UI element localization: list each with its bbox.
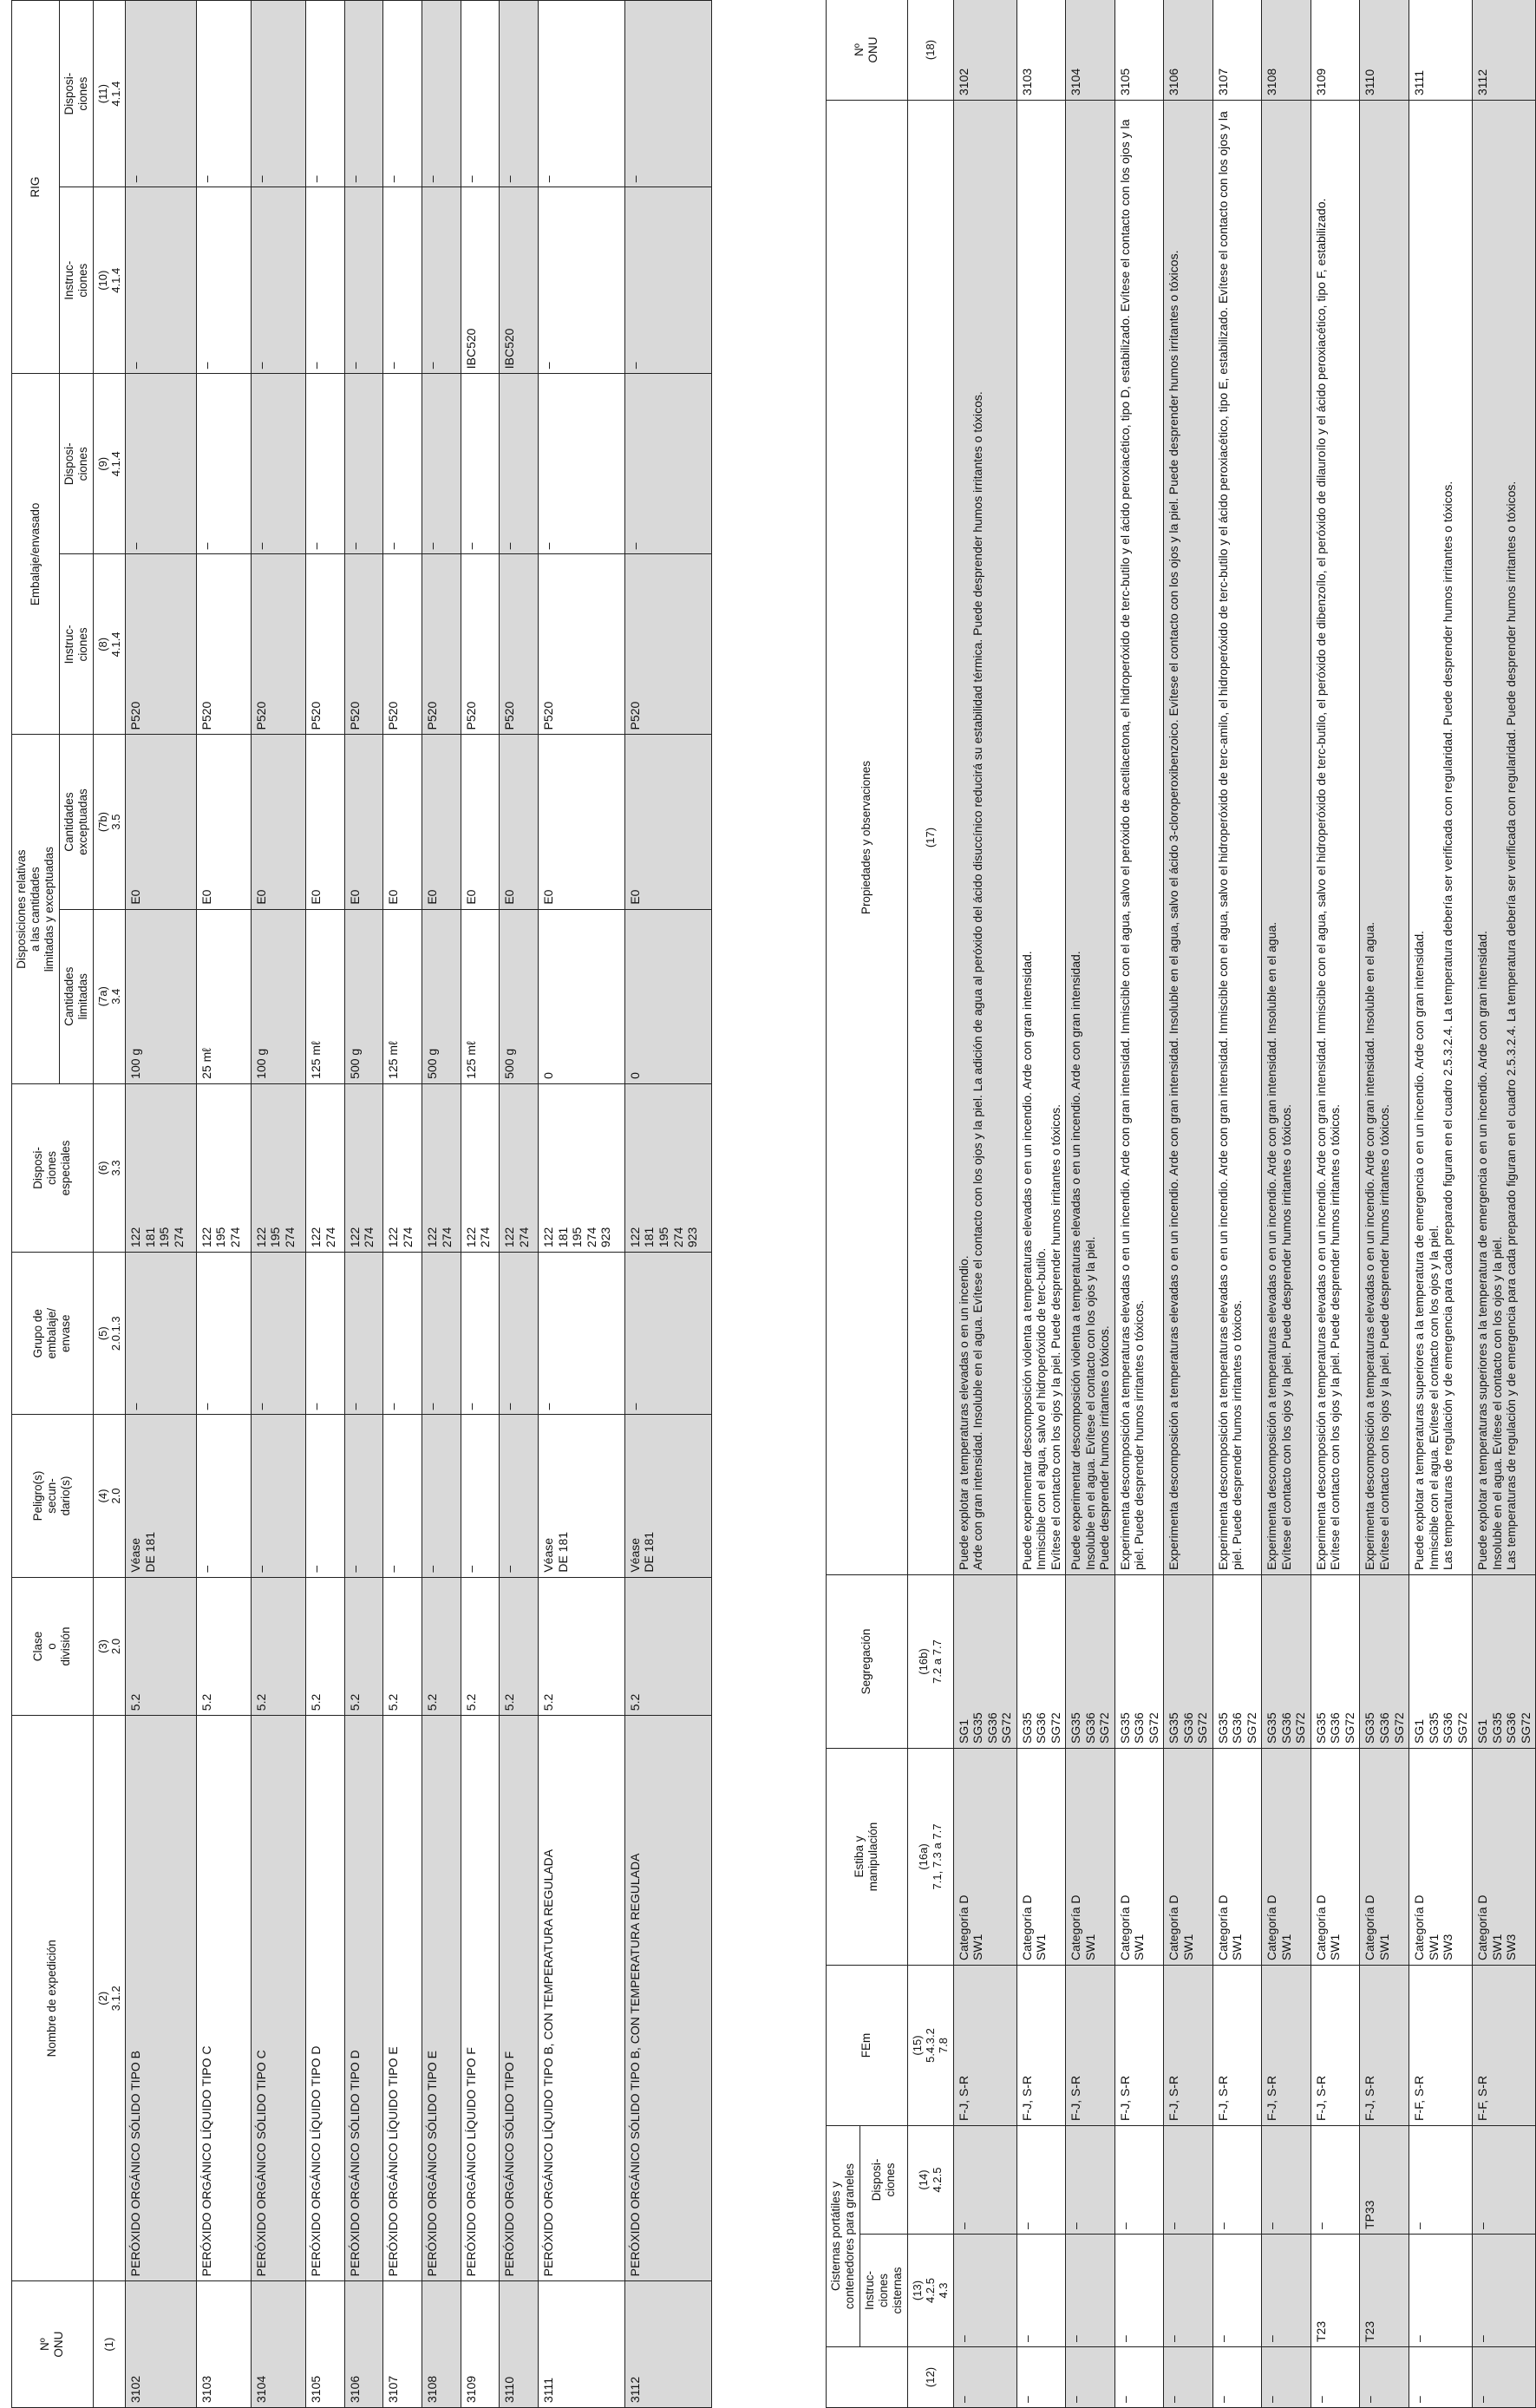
stowage-handling: Categoría D SW1 — [1262, 1749, 1311, 1966]
ems-code: F-F, S-R — [1409, 1966, 1473, 2126]
segregation: SG35 SG36 SG72 — [1262, 1575, 1311, 1749]
tank-provision: – — [1409, 2126, 1473, 2235]
column-number-left: (11) 4.1.4 — [93, 1, 126, 187]
packing-instruction: P520 — [251, 554, 305, 735]
class-division: 5.2 — [500, 1577, 539, 1716]
un-number: 3103 — [196, 2281, 251, 2408]
class-division: 5.2 — [344, 1577, 383, 1716]
special-provisions: 122 274 — [461, 1083, 500, 1252]
un-number-right: 3111 — [1409, 0, 1473, 101]
header-limited-quantities: Cantidades limitadas — [59, 909, 93, 1083]
stowage-handling: Categoría D SW1 — [1066, 1749, 1115, 1966]
un-number: 3112 — [624, 2281, 711, 2408]
tank-instruction: T23 — [1311, 2235, 1360, 2347]
ibc-provision: – — [344, 1, 383, 187]
segregation: SG35 SG36 SG72 — [1114, 1575, 1164, 1749]
packing-group: – — [251, 1253, 305, 1415]
segregation: SG35 SG36 SG72 — [1360, 1575, 1409, 1749]
table-row — [461, 1, 500, 2408]
header-packaging: Embalaje/envasado — [12, 374, 60, 735]
properties-observations: Experimenta descomposición a temperaturas elevadas o en un incendio. Arde con gran intensidad. Insoluble en el agua, salvo el ácido 3-cloroperoxibenzoico. Evítese el contacto con los ojos y la piel. Puede desprender humos irritantes o tóxicos. — [1164, 101, 1213, 1575]
un-number: 3107 — [383, 2281, 422, 2408]
packing-provision: – — [305, 374, 344, 554]
column-number-right: (16a) 7.1, 7.3 a 7.7 — [907, 1749, 953, 1966]
column-number-left: (4) 2.0 — [93, 1415, 126, 1577]
col12-value: – — [1066, 2347, 1115, 2408]
un-number: 3108 — [422, 2281, 461, 2408]
properties-observations: Experimenta descomposición a temperaturas elevadas o en un incendio. Arde con gran intensidad. Inmiscible con el agua, salvo el peróxido de acetilacetona, el hidroperóxido de terc-butilo y el ácido peroxiacético, tipo D, estabilizado. Evítese el contacto con los ojos y la piel. Puede desprender humos irritantes o tóxicos. — [1114, 101, 1164, 1575]
un-number: 3110 — [500, 2281, 539, 2408]
class-division: 5.2 — [196, 1577, 251, 1716]
ems-code: F-J, S-R — [1262, 1966, 1311, 2126]
packing-instruction: P520 — [461, 554, 500, 735]
special-provisions: 122 181 195 274 — [126, 1083, 197, 1252]
column-number-right: (18) — [907, 0, 953, 101]
column-number-left: (9) 4.1.4 — [93, 374, 126, 554]
tank-instruction: – — [1114, 2235, 1164, 2347]
packing-group: – — [624, 1253, 711, 1415]
ibc-instruction: – — [251, 187, 305, 374]
segregation: SG35 SG36 SG72 — [1212, 1575, 1262, 1749]
un-number-right: 3109 — [1311, 0, 1360, 101]
tank-instruction: – — [1212, 2235, 1262, 2347]
special-provisions: 122 274 — [383, 1083, 422, 1252]
header-ibc-provisions: Disposi- ciones — [59, 1, 93, 187]
un-number: 3102 — [126, 2281, 197, 2408]
column-number-right: (17) — [907, 101, 953, 1575]
tank-provision: – — [953, 2126, 1016, 2235]
table-row — [500, 1, 539, 2408]
ibc-instruction: IBC520 — [500, 187, 539, 374]
excepted-quantity: E0 — [422, 735, 461, 909]
excepted-quantity: E0 — [383, 735, 422, 909]
ems-code: F-J, S-R — [1016, 1966, 1066, 2126]
header-stowage: Estiba y manipulación — [827, 1749, 908, 1966]
tank-provision: – — [1473, 2126, 1536, 2235]
properties-observations: Puede experimentar descomposición violenta a temperaturas elevadas o en un incendio. Arde con gran intensidad. Inmiscible con el agua, salvo el hidroperóxido de terc-butilo. Evítese el contacto con los ojos y la piel. Puede desprender humos irritantes o tóxicos. — [1016, 101, 1066, 1575]
packing-instruction: P520 — [383, 554, 422, 735]
class-division: 5.2 — [422, 1577, 461, 1716]
tank-instruction: T23 — [1360, 2235, 1409, 2347]
table-row — [126, 1, 197, 2408]
column-number-left: (3) 2.0 — [93, 1577, 126, 1716]
tank-provision: – — [1016, 2126, 1066, 2235]
excepted-quantity: E0 — [344, 735, 383, 909]
ibc-instruction: – — [539, 187, 625, 374]
special-provisions: 122 195 274 — [251, 1083, 305, 1252]
ibc-provision: – — [500, 1, 539, 187]
limited-quantity: 500 g — [422, 909, 461, 1083]
packing-group: – — [344, 1253, 383, 1415]
shipping-name: PERÓXIDO ORGÁNICO SÓLIDO TIPO B, CON TEMPERATURA REGULADA — [624, 1716, 711, 2281]
ibc-instruction: – — [305, 187, 344, 374]
ems-code: F-J, S-R — [1066, 1966, 1115, 2126]
ems-code: F-J, S-R — [1164, 1966, 1213, 2126]
packing-instruction: P520 — [500, 554, 539, 735]
table-row — [1360, 0, 1409, 2408]
shipping-name: PERÓXIDO ORGÁNICO LÍQUIDO TIPO B, CON TEMPERATURA REGULADA — [539, 1716, 625, 2281]
un-number: 3104 — [251, 2281, 305, 2408]
excepted-quantity: E0 — [539, 735, 625, 909]
un-number-right: 3106 — [1164, 0, 1213, 101]
ibc-provision: – — [305, 1, 344, 187]
shipping-name: PERÓXIDO ORGÁNICO SÓLIDO TIPO B — [126, 1716, 197, 2281]
subsidiary-hazard: – — [305, 1415, 344, 1577]
properties-observations: Puede experimentar descomposición violenta a temperaturas elevadas o en un incendio. Arde con gran intensidad. Insoluble en el agua. Evítese el contacto con los ojos y la piel. Puede desprender humos irritantes o tóxicos. — [1066, 101, 1115, 1575]
limited-quantity: 125 mℓ — [383, 909, 422, 1083]
table-row — [196, 1, 251, 2408]
header-excepted-quantities: Cantidades exceptuadas — [59, 735, 93, 909]
packing-group: – — [305, 1253, 344, 1415]
packing-provision: – — [251, 374, 305, 554]
limited-quantity: 25 mℓ — [196, 909, 251, 1083]
table-row — [1066, 0, 1115, 2408]
table-row — [1262, 0, 1311, 2408]
stowage-handling: Categoría D SW1 — [1114, 1749, 1164, 1966]
packing-group: – — [539, 1253, 625, 1415]
subsidiary-hazard: – — [196, 1415, 251, 1577]
col12-value: – — [953, 2347, 1016, 2408]
shipping-name: PERÓXIDO ORGÁNICO LÍQUIDO TIPO E — [383, 1716, 422, 2281]
col12-value: – — [1409, 2347, 1473, 2408]
segregation: SG35 SG36 SG72 — [1066, 1575, 1115, 1749]
stowage-handling: Categoría D SW1 — [953, 1749, 1016, 1966]
limited-quantity: 125 mℓ — [305, 909, 344, 1083]
ems-code: F-J, S-R — [1311, 1966, 1360, 2126]
ems-code: F-J, S-R — [1360, 1966, 1409, 2126]
header-segregation: Segregación — [827, 1575, 908, 1749]
packing-group: – — [126, 1253, 197, 1415]
col12-value: – — [1262, 2347, 1311, 2408]
packing-group: – — [422, 1253, 461, 1415]
special-provisions: 122 274 — [500, 1083, 539, 1252]
ibc-provision: – — [126, 1, 197, 187]
stowage-handling: Categoría D SW1 — [1360, 1749, 1409, 1966]
tank-provision: – — [1262, 2126, 1311, 2235]
properties-observations: Experimenta descomposición a temperaturas elevadas o en un incendio. Arde con gran intensidad. Inmiscible con el agua, salvo el hidroperóxido de terc-butilo, el peróxido de dibenzoílo, el peróxido de dilauroílo y el ácido peroxiacético, tipo F, estabilizado. Evítese el contacto con los ojos y la piel. Puede desprender humos irritantes o tóxicos. — [1311, 101, 1360, 1575]
table-row — [1016, 0, 1066, 2408]
tank-provision: – — [1066, 2126, 1115, 2235]
header-class: Clase o división — [12, 1577, 94, 1716]
col12-value: – — [1360, 2347, 1409, 2408]
subsidiary-hazard: – — [422, 1415, 461, 1577]
ibc-provision: – — [196, 1, 251, 187]
header-tank-instructions: Instruc- ciones cisternas — [860, 2235, 907, 2347]
table-row — [953, 0, 1016, 2408]
subsidiary-hazard: – — [383, 1415, 422, 1577]
un-number-right: 3108 — [1262, 0, 1311, 101]
packing-group: – — [500, 1253, 539, 1415]
packing-provision: – — [461, 374, 500, 554]
packing-instruction: P520 — [196, 554, 251, 735]
header-ibc-instructions: Instruc- ciones — [59, 187, 93, 374]
header-ems: FEm — [827, 1966, 908, 2126]
tank-provision: – — [1212, 2126, 1262, 2235]
segregation: SG35 SG36 SG72 — [1016, 1575, 1066, 1749]
header-limited-excepted: Disposiciones relativas a las cantidades limitadas y exceptuadas — [12, 735, 60, 1083]
segregation: SG1 SG35 SG36 SG72 — [953, 1575, 1016, 1749]
special-provisions: 122 274 — [305, 1083, 344, 1252]
column-number-right: (14) 4.2.5 — [907, 2126, 953, 2235]
packing-instruction: P520 — [344, 554, 383, 735]
ibc-instruction: – — [126, 187, 197, 374]
table-row — [1409, 0, 1473, 2408]
dangerous-goods-table-right — [826, 0, 1536, 2408]
limited-quantity: 500 g — [344, 909, 383, 1083]
excepted-quantity: E0 — [126, 735, 197, 909]
ibc-provision: – — [624, 1, 711, 187]
ibc-provision: – — [422, 1, 461, 187]
packing-provision: – — [126, 374, 197, 554]
ems-code: F-F, S-R — [1473, 1966, 1536, 2126]
tank-instruction: – — [1262, 2235, 1311, 2347]
packing-provision: – — [624, 374, 711, 554]
col12-value: – — [1114, 2347, 1164, 2408]
dangerous-goods-list-right-page — [826, 0, 1533, 2408]
special-provisions: 122 274 — [344, 1083, 383, 1252]
table-row — [1114, 0, 1164, 2408]
special-provisions: 122 181 195 274 923 — [539, 1083, 625, 1252]
un-number-right: 3112 — [1473, 0, 1536, 101]
segregation: SG1 SG35 SG36 SG72 — [1473, 1575, 1536, 1749]
column-number-left: (5) 2.0.1.3 — [93, 1253, 126, 1415]
ems-code: F-J, S-R — [953, 1966, 1016, 2126]
subsidiary-hazard: – — [500, 1415, 539, 1577]
stowage-handling: Categoría D SW1 — [1311, 1749, 1360, 1966]
ibc-provision: – — [383, 1, 422, 187]
table-row — [422, 1, 461, 2408]
packing-instruction: P520 — [305, 554, 344, 735]
segregation: SG1 SG35 SG36 SG72 — [1409, 1575, 1473, 1749]
stowage-handling: Categoría D SW1 — [1164, 1749, 1213, 1966]
header-subsidiary-hazard: Peligro(s) secun- dario(s) — [12, 1415, 94, 1577]
table-row — [539, 1, 625, 2408]
class-division: 5.2 — [461, 1577, 500, 1716]
table-row — [624, 1, 711, 2408]
table-row — [383, 1, 422, 2408]
tank-instruction: – — [1016, 2235, 1066, 2347]
excepted-quantity: E0 — [624, 735, 711, 909]
column-number-right: (13) 4.2.5 4.3 — [907, 2235, 953, 2347]
tank-provision: – — [1164, 2126, 1213, 2235]
column-number-right: (15) 5.4.3.2 7.8 — [907, 1966, 953, 2126]
table-row — [1473, 0, 1536, 2408]
un-number: 3106 — [344, 2281, 383, 2408]
col12-value: – — [1164, 2347, 1213, 2408]
packing-provision: – — [500, 374, 539, 554]
un-number-right: 3110 — [1360, 0, 1409, 101]
special-provisions: 122 195 274 — [196, 1083, 251, 1252]
shipping-name: PERÓXIDO ORGÁNICO SÓLIDO TIPO D — [344, 1716, 383, 2281]
shipping-name: PERÓXIDO ORGÁNICO LÍQUIDO TIPO D — [305, 1716, 344, 2281]
shipping-name: PERÓXIDO ORGÁNICO SÓLIDO TIPO C — [251, 1716, 305, 2281]
special-provisions: 122 274 — [422, 1083, 461, 1252]
ems-code: F-J, S-R — [1212, 1966, 1262, 2126]
properties-observations: Puede explotar a temperaturas superiores a la temperatura de emergencia o en un incendio. Arde con gran intensidad. Inmiscible con el agua. Evítese el contacto con los ojos y la piel. Las temperaturas de regulación y de emergencia para cada preparado figuran en el cuadro 2.5.3.2.4. La temperatura debería ser verificada con regularidad. Puede desprender humos irritantes o tóxicos. — [1409, 101, 1473, 1575]
header-un-number: Nº ONU — [12, 2281, 94, 2408]
column-number-left: (10) 4.1.4 — [93, 187, 126, 374]
header-col12 — [827, 2347, 908, 2408]
header-packing-group: Grupo de embalaje/ envase — [12, 1253, 94, 1415]
limited-quantity: 0 — [624, 909, 711, 1083]
packing-provision: – — [422, 374, 461, 554]
header-packing-instructions: Instruc- ciones — [59, 554, 93, 735]
class-division: 5.2 — [539, 1577, 625, 1716]
properties-observations: Puede explotar a temperaturas superiores a la temperatura de emergencia o en un incendio. Arde con gran intensidad. Insoluble en el agua. Evítese el contacto con los ojos y la piel. Las temperaturas de regulación y de emergencia para cada preparado figuran en el cuadro 2.5.3.2.4. La temperatura debería ser verificada con regularidad. Puede desprender humos irritantes o tóxicos. — [1473, 101, 1536, 1575]
limited-quantity: 125 mℓ — [461, 909, 500, 1083]
properties-observations: Experimenta descomposición a temperaturas elevadas o en un incendio. Arde con gran intensidad. Insoluble en el agua. Evítese el contacto con los ojos y la piel. Puede desprender humos irritantes o tóxicos. — [1262, 101, 1311, 1575]
packing-instruction: P520 — [624, 554, 711, 735]
tank-instruction: – — [1066, 2235, 1115, 2347]
packing-instruction: P520 — [539, 554, 625, 735]
shipping-name: PERÓXIDO ORGÁNICO LÍQUIDO TIPO F — [461, 1716, 500, 2281]
column-number-right: (16b) 7.2 a 7.7 — [907, 1575, 953, 1749]
class-division: 5.2 — [624, 1577, 711, 1716]
tank-provision: TP33 — [1360, 2126, 1409, 2235]
class-division: 5.2 — [305, 1577, 344, 1716]
class-division: 5.2 — [126, 1577, 197, 1716]
table-row — [1164, 0, 1213, 2408]
excepted-quantity: E0 — [500, 735, 539, 909]
packing-provision: – — [344, 374, 383, 554]
col12-value: – — [1212, 2347, 1262, 2408]
special-provisions: 122 181 195 274 923 — [624, 1083, 711, 1252]
excepted-quantity: E0 — [461, 735, 500, 909]
properties-observations: Puede explotar a temperaturas elevadas o en un incendio. Arde con gran intensidad. Insoluble en el agua. Evítese el contacto con los ojos y la piel. La adición de agua al peróxido del ácido disuccínico reducirá su estabilidad térmica. Puede desprender humos irritantes o tóxicos. — [953, 101, 1016, 1575]
col12-value: – — [1016, 2347, 1066, 2408]
un-number-right: 3102 — [953, 0, 1016, 101]
header-tank-provisions: Disposi- ciones — [860, 2126, 907, 2235]
col12-value: – — [1473, 2347, 1536, 2408]
packing-instruction: P520 — [126, 554, 197, 735]
stowage-handling: Categoría D SW1 — [1016, 1749, 1066, 1966]
ibc-instruction: – — [422, 187, 461, 374]
shipping-name: PERÓXIDO ORGÁNICO LÍQUIDO TIPO C — [196, 1716, 251, 2281]
tank-provision: – — [1114, 2126, 1164, 2235]
tank-provision: – — [1311, 2126, 1360, 2235]
packing-group: – — [461, 1253, 500, 1415]
segregation: SG35 SG36 SG72 — [1311, 1575, 1360, 1749]
tank-instruction: – — [1164, 2235, 1213, 2347]
packing-group: – — [383, 1253, 422, 1415]
subsidiary-hazard: – — [251, 1415, 305, 1577]
header-packing-provisions: Disposi- ciones — [59, 374, 93, 554]
limited-quantity: 0 — [539, 909, 625, 1083]
subsidiary-hazard: Véase DE 181 — [539, 1415, 625, 1577]
packing-instruction: P520 — [422, 554, 461, 735]
column-number-left: (8) 4.1.4 — [93, 554, 126, 735]
table-row — [344, 1, 383, 2408]
ems-code: F-J, S-R — [1114, 1966, 1164, 2126]
un-number: 3109 — [461, 2281, 500, 2408]
stowage-handling: Categoría D SW1 — [1212, 1749, 1262, 1966]
ibc-provision: – — [461, 1, 500, 187]
ibc-instruction: – — [383, 187, 422, 374]
un-number-right: 3103 — [1016, 0, 1066, 101]
table-row — [1212, 0, 1262, 2408]
col12-value: – — [1311, 2347, 1360, 2408]
ibc-provision: – — [251, 1, 305, 187]
segregation: SG35 SG36 SG72 — [1164, 1575, 1213, 1749]
subsidiary-hazard: – — [344, 1415, 383, 1577]
shipping-name: PERÓXIDO ORGÁNICO SÓLIDO TIPO E — [422, 1716, 461, 2281]
ibc-instruction: – — [196, 187, 251, 374]
un-number-right: 3107 — [1212, 0, 1262, 101]
class-division: 5.2 — [383, 1577, 422, 1716]
un-number-right: 3105 — [1114, 0, 1164, 101]
properties-observations: Experimenta descomposición a temperaturas elevadas o en un incendio. Arde con gran intensidad. Insoluble en el agua. Evítese el contacto con los ojos y la piel. Puede desprender humos irritantes o tóxicos. — [1360, 101, 1409, 1575]
column-number-left: (7b) 3.5 — [93, 735, 126, 909]
table-row — [305, 1, 344, 2408]
header-un-number-right: Nº ONU — [827, 0, 908, 101]
subsidiary-hazard: Véase DE 181 — [126, 1415, 197, 1577]
stowage-handling: Categoría D SW1 SW3 — [1409, 1749, 1473, 1966]
properties-observations: Experimenta descomposición a temperaturas elevadas o en un incendio. Arde con gran intensidad. Inmiscible con el agua, salvo el hidroperóxido de terc-amilo, el hidroperóxido de terc-butilo y el ácido peroxiacético, tipo E, estabilizado. Evítese el contacto con los ojos y la piel. Puede desprender humos irritantes o tóxicos. — [1212, 101, 1262, 1575]
header-special-provisions: Disposi- ciones especiales — [12, 1083, 94, 1252]
column-number-left: (1) — [93, 2281, 126, 2408]
ibc-provision: – — [539, 1, 625, 187]
header-tanks-bulk: Cisternas portátiles y contenedores para graneles — [827, 2126, 860, 2347]
header-shipping-name: Nombre de expedición — [12, 1716, 94, 2281]
packing-provision: – — [196, 374, 251, 554]
packing-provision: – — [539, 374, 625, 554]
column-number-left: (6) 3.3 — [93, 1083, 126, 1252]
column-number-left: (7a) 3.4 — [93, 909, 126, 1083]
dangerous-goods-table-left — [11, 0, 712, 2408]
limited-quantity: 500 g — [500, 909, 539, 1083]
header-properties: Propiedades y observaciones — [827, 101, 908, 1575]
dangerous-goods-list-left-page — [11, 0, 712, 2408]
stowage-handling: Categoría D SW1 SW3 — [1473, 1749, 1536, 1966]
excepted-quantity: E0 — [196, 735, 251, 909]
shipping-name: PERÓXIDO ORGÁNICO SÓLIDO TIPO F — [500, 1716, 539, 2281]
packing-provision: – — [383, 374, 422, 554]
column-number-right: (12) — [907, 2347, 953, 2408]
limited-quantity: 100 g — [251, 909, 305, 1083]
subsidiary-hazard: Véase DE 181 — [624, 1415, 711, 1577]
excepted-quantity: E0 — [251, 735, 305, 909]
header-ibc: RIG — [12, 1, 60, 374]
table-row — [1311, 0, 1360, 2408]
table-row — [251, 1, 305, 2408]
subsidiary-hazard: – — [461, 1415, 500, 1577]
ibc-instruction: – — [344, 187, 383, 374]
ibc-instruction: IBC520 — [461, 187, 500, 374]
packing-group: – — [196, 1253, 251, 1415]
un-number: 3105 — [305, 2281, 344, 2408]
class-division: 5.2 — [251, 1577, 305, 1716]
tank-instruction: – — [953, 2235, 1016, 2347]
excepted-quantity: E0 — [305, 735, 344, 909]
ibc-instruction: – — [624, 187, 711, 374]
column-number-left: (2) 3.1.2 — [93, 1716, 126, 2281]
tank-instruction: – — [1473, 2235, 1536, 2347]
tank-instruction: – — [1409, 2235, 1473, 2347]
limited-quantity: 100 g — [126, 909, 197, 1083]
un-number: 3111 — [539, 2281, 625, 2408]
un-number-right: 3104 — [1066, 0, 1115, 101]
